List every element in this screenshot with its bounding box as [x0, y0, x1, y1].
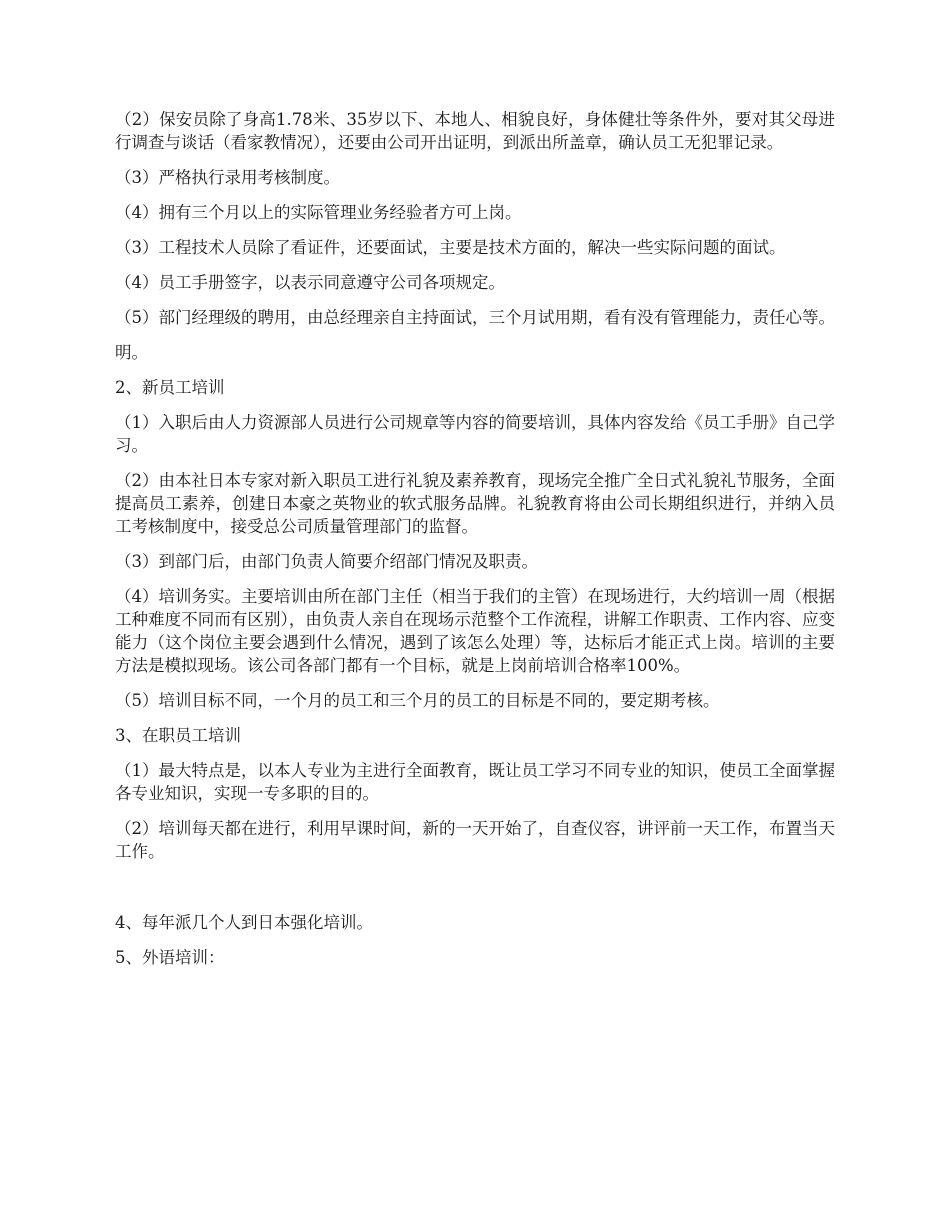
section-heading-language-training: 5、外语培训：: [115, 948, 225, 967]
paragraph-management-experience: （4）拥有三个月以上的实际管理业务经验者方可上岗。: [115, 203, 522, 222]
paragraph-practical-training: （4）培训务实。主要培训由所在部门主任（相当于我们的主管）在现场进行，大约培训一周（根据工种难度不同而有区别），由负责人亲自在现场示范整个工作流程，讲解工作职责、工作内容、应变能力（这个岗位主要会遇到什么情况，遇到了该怎么处理）等，达标后才能正式上岗。培训的主要方法是模拟现场。该公司各部门都有一个目标，就是上岗前培训合格率100%。: [115, 587, 835, 675]
paragraph-security-guard-requirements: （2）保安员除了身高1.78米、35岁以下、本地人、相貌良好，身体健壮等条件外，要对其父母进行调查与谈话（看家教情况），还要由公司开出证明，到派出所盖章，确认员工无犯罪记录。: [115, 110, 835, 152]
section-heading-japan-training: 4、每年派几个人到日本强化培训。: [115, 913, 373, 932]
blank-spacer: [115, 875, 835, 911]
paragraph-department-intro: （3）到部门后，由部门负责人简要介绍部门情况及职责。: [115, 552, 538, 571]
section-heading-new-staff-training: 2、新员工培训: [115, 378, 225, 397]
paragraph-training-goals: （5）培训目标不同，一个月的员工和三个月的员工的目标是不同的，要定期考核。: [115, 691, 720, 710]
paragraph-engineering-interview: （3）工程技术人员除了看证件，还要面试，主要是技术方面的，解决一些实际问题的面试。: [115, 238, 786, 257]
paragraph-etiquette-education: （2）由本社日本专家对新入职员工进行礼貌及素养教育，现场完全推广全日式礼貌礼节服务，全面提高员工素养，创建日本豪之英物业的软式服务品牌。礼貌教育将由公司长期组织进行，并纳入员工考核制度中，接受总公司质量管理部门的监督。: [115, 471, 835, 536]
paragraph-handbook-signature: （4）员工手册签字，以表示同意遵守公司各项规定。: [115, 273, 505, 292]
paragraph-hiring-assessment: （3）严格执行录用考核制度。: [115, 168, 340, 187]
paragraph-comprehensive-education: （1）最大特点是，以本人专业为主进行全面教育，既让员工学习不同专业的知识，使员工全面掌握各专业知识，实现一专多职的目的。: [115, 761, 835, 803]
paragraph-hr-orientation: （1）入职后由人力资源部人员进行公司规章等内容的简要培训，具体内容发给《员工手册》自己学习。: [115, 413, 835, 455]
document-page: [115, 108, 835, 981]
section-heading-in-service-training: 3、在职员工培训: [115, 726, 241, 745]
paragraph-daily-training: （2）培训每天都在进行，利用早课时间，新的一天开始了，自查仪容，讲评前一天工作，布置当天工作。: [115, 819, 835, 861]
paragraph-fragment: 明。: [115, 343, 148, 362]
paragraph-manager-hiring: （5）部门经理级的聘用，由总经理亲自主持面试，三个月试用期，看有没有管理能力，责任心等。: [115, 308, 835, 327]
